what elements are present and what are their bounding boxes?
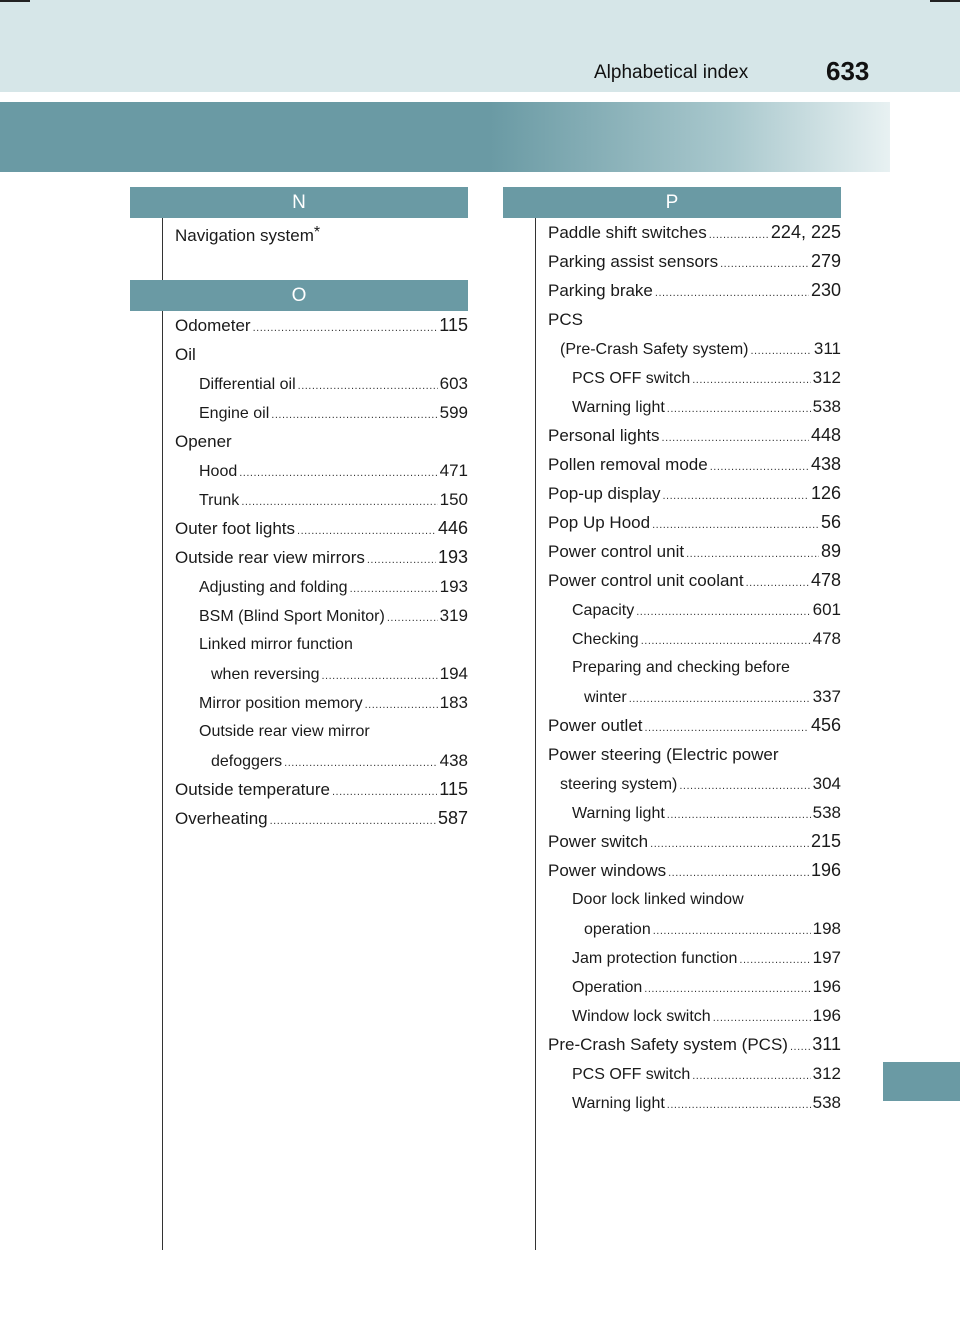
entry-page[interactable]: 196 bbox=[812, 1006, 841, 1025]
chapter-tab bbox=[883, 1062, 960, 1101]
entry-page[interactable]: 471 bbox=[439, 461, 468, 480]
entry-label: Parking brake bbox=[548, 281, 653, 300]
entry-label: Power steering (Electric power bbox=[548, 745, 779, 764]
entry-page[interactable]: 538 bbox=[812, 803, 841, 822]
entry-page[interactable]: 312 bbox=[812, 1064, 841, 1083]
index-entry[interactable] bbox=[548, 914, 841, 943]
entry-label: Warning light bbox=[572, 805, 665, 822]
entry-label: Outside temperature bbox=[175, 780, 330, 799]
entry-page[interactable]: 56 bbox=[820, 512, 841, 532]
index-entry[interactable] bbox=[175, 804, 468, 833]
entry-label: Outer foot lights bbox=[175, 519, 296, 538]
section-header-p: P bbox=[503, 187, 841, 218]
entry-label: Parking assist sensors bbox=[548, 252, 719, 271]
entry-page[interactable]: 601 bbox=[812, 600, 841, 619]
index-entry[interactable] bbox=[548, 392, 841, 421]
index-entry[interactable] bbox=[175, 369, 468, 398]
leader-dots bbox=[692, 366, 810, 395]
entry-label: Warning light bbox=[572, 399, 665, 416]
leader-dots bbox=[667, 801, 811, 830]
leader-dots bbox=[284, 749, 437, 778]
index-entry[interactable] bbox=[548, 1001, 841, 1030]
entry-label: Trunk bbox=[199, 492, 240, 509]
index-entry[interactable] bbox=[175, 572, 468, 601]
index-entry[interactable] bbox=[175, 311, 468, 340]
leader-dots bbox=[679, 772, 810, 801]
index-column-p bbox=[548, 218, 841, 1117]
entry-label: Outside rear view mirror bbox=[199, 723, 370, 740]
entry-page[interactable]: 150 bbox=[439, 490, 468, 509]
entry-label: (Pre-Crash Safety system) bbox=[560, 341, 749, 358]
running-title: Alphabetical index bbox=[594, 62, 749, 83]
entry-page[interactable]: 538 bbox=[812, 1093, 841, 1112]
entry-page[interactable]: 538 bbox=[812, 397, 841, 416]
entry-page[interactable]: 587 bbox=[437, 808, 468, 828]
entry-page[interactable]: 603 bbox=[439, 374, 468, 393]
index-entry[interactable] bbox=[548, 334, 841, 363]
entry-label: Differential oil bbox=[199, 376, 296, 393]
leader-dots bbox=[298, 372, 438, 401]
index-entry[interactable] bbox=[548, 827, 841, 856]
entry-label: Personal lights bbox=[548, 426, 660, 445]
leader-dots bbox=[746, 569, 809, 598]
entry-label: operation bbox=[584, 921, 651, 938]
index-entry[interactable] bbox=[548, 566, 841, 595]
entry-label: BSM (Blind Sport Monitor) bbox=[199, 608, 385, 625]
index-entry[interactable] bbox=[548, 798, 841, 827]
entry-page[interactable]: 197 bbox=[812, 948, 841, 967]
section-header-n: N bbox=[130, 187, 468, 218]
leader-dots bbox=[241, 488, 437, 517]
index-entry[interactable] bbox=[175, 543, 468, 572]
index-entry[interactable] bbox=[548, 972, 841, 1001]
index-entry[interactable] bbox=[548, 769, 841, 798]
entry-label: Door lock linked window bbox=[572, 891, 744, 908]
entry-label: Jam protection function bbox=[572, 950, 738, 967]
crop-mark bbox=[930, 0, 960, 2]
leader-dots bbox=[271, 401, 437, 430]
index-entry[interactable] bbox=[175, 514, 468, 543]
entry-page[interactable]: 194 bbox=[439, 664, 468, 683]
entry-page[interactable]: 438 bbox=[439, 751, 468, 770]
page-number: 633 bbox=[826, 56, 870, 86]
index-entry[interactable] bbox=[548, 508, 841, 537]
leader-dots bbox=[739, 946, 810, 975]
entry-page[interactable]: 337 bbox=[812, 687, 841, 706]
entry-label: Odometer bbox=[175, 316, 251, 335]
index-entry[interactable] bbox=[548, 1030, 841, 1059]
index-entry[interactable] bbox=[548, 218, 841, 247]
entry-label: Power control unit bbox=[548, 542, 685, 561]
index-entry[interactable] bbox=[175, 340, 468, 369]
leader-dots bbox=[645, 714, 809, 743]
index-entry[interactable] bbox=[175, 717, 468, 746]
entry-label: Overheating bbox=[175, 809, 268, 828]
leader-dots bbox=[297, 517, 436, 546]
leader-dots bbox=[653, 917, 811, 946]
entry-label: defoggers bbox=[211, 753, 283, 770]
index-entry[interactable] bbox=[548, 276, 841, 305]
index-entry[interactable] bbox=[175, 688, 468, 717]
index-entry[interactable] bbox=[175, 427, 468, 456]
entry-label: when reversing bbox=[211, 666, 320, 683]
leader-dots bbox=[720, 250, 809, 279]
entry-page[interactable]: 215 bbox=[810, 831, 841, 851]
entry-label: Oil bbox=[175, 345, 196, 364]
index-entry[interactable] bbox=[175, 218, 468, 247]
entry-page[interactable]: 193 bbox=[437, 547, 468, 567]
entry-label: PCS OFF switch bbox=[572, 1066, 691, 1083]
index-entry[interactable] bbox=[548, 421, 841, 450]
index-entry[interactable] bbox=[548, 305, 841, 334]
leader-dots bbox=[692, 1062, 810, 1091]
entry-page[interactable]: 448 bbox=[810, 425, 841, 445]
entry-label: Mirror position memory bbox=[199, 695, 363, 712]
entry-page[interactable]: 183 bbox=[439, 693, 468, 712]
entry-page[interactable]: 198 bbox=[812, 919, 841, 938]
entry-label: steering system) bbox=[560, 776, 678, 793]
entry-label: Pre-Crash Safety system (PCS) bbox=[548, 1035, 788, 1054]
index-entry[interactable] bbox=[548, 247, 841, 276]
leader-dots bbox=[655, 279, 809, 308]
leader-dots bbox=[365, 691, 438, 720]
index-entry[interactable] bbox=[175, 601, 468, 630]
leader-dots bbox=[270, 807, 436, 836]
leader-dots bbox=[644, 975, 810, 1004]
leader-dots bbox=[667, 1091, 811, 1120]
leader-dots bbox=[686, 540, 819, 569]
entry-label: Adjusting and folding bbox=[199, 579, 348, 596]
leader-dots bbox=[253, 314, 438, 343]
header-bar bbox=[0, 0, 960, 92]
index-column-n bbox=[175, 218, 468, 247]
index-entry[interactable] bbox=[548, 740, 841, 769]
entry-label: Capacity bbox=[572, 602, 635, 619]
leader-dots bbox=[662, 482, 808, 511]
index-entry[interactable] bbox=[548, 537, 841, 566]
leader-dots bbox=[650, 830, 809, 859]
leader-dots bbox=[790, 1033, 810, 1062]
index-entry[interactable] bbox=[175, 398, 468, 427]
entry-page[interactable]: 126 bbox=[810, 483, 841, 503]
leader-dots bbox=[636, 598, 810, 627]
leader-dots bbox=[750, 337, 811, 366]
index-entry[interactable] bbox=[548, 653, 841, 682]
entry-label: Operation bbox=[572, 979, 643, 996]
entry-label: Engine oil bbox=[199, 405, 270, 422]
entry-page[interactable]: 230 bbox=[810, 280, 841, 300]
index-entry[interactable] bbox=[548, 1059, 841, 1088]
entry-label: Linked mirror function bbox=[199, 636, 353, 653]
entry-label: Checking bbox=[572, 631, 639, 648]
leader-dots bbox=[239, 459, 437, 488]
leader-dots bbox=[629, 685, 811, 714]
leader-dots bbox=[668, 859, 809, 888]
entry-page[interactable]: 196 bbox=[812, 977, 841, 996]
entry-label: Hood bbox=[199, 463, 238, 480]
leader-dots bbox=[641, 627, 811, 656]
entry-page[interactable]: 196 bbox=[810, 860, 841, 880]
entry-label: Outside rear view mirrors bbox=[175, 548, 365, 567]
leader-dots bbox=[652, 511, 819, 540]
header-decorative-band bbox=[0, 102, 890, 172]
index-entry[interactable] bbox=[548, 624, 841, 653]
entry-label: Navigation system* bbox=[175, 224, 321, 245]
entry-page[interactable]: 115 bbox=[439, 779, 468, 799]
index-entry[interactable] bbox=[548, 363, 841, 392]
crop-mark bbox=[0, 0, 30, 2]
index-entry[interactable] bbox=[175, 456, 468, 485]
index-entry[interactable] bbox=[175, 775, 468, 804]
leader-dots bbox=[710, 453, 809, 482]
leader-dots bbox=[667, 395, 811, 424]
leader-dots bbox=[387, 604, 438, 633]
index-column-o bbox=[175, 311, 468, 833]
entry-page[interactable]: 478 bbox=[810, 570, 841, 590]
entry-page[interactable]: 311 bbox=[812, 1034, 841, 1054]
entry-label: Power windows bbox=[548, 861, 667, 880]
entry-label: PCS bbox=[548, 310, 583, 329]
entry-page[interactable]: 456 bbox=[810, 715, 841, 735]
entry-label: Opener bbox=[175, 432, 232, 451]
entry-label: Window lock switch bbox=[572, 1008, 711, 1025]
leader-dots bbox=[350, 575, 438, 604]
column-rule bbox=[535, 217, 536, 1250]
index-entry[interactable] bbox=[175, 659, 468, 688]
entry-page[interactable]: 279 bbox=[810, 251, 841, 271]
entry-page[interactable]: 115 bbox=[439, 315, 468, 335]
leader-dots bbox=[662, 424, 809, 453]
entry-page[interactable]: 311 bbox=[813, 339, 841, 358]
entry-page[interactable]: 599 bbox=[439, 403, 468, 422]
leader-dots bbox=[322, 662, 438, 691]
entry-label: Pop Up Hood bbox=[548, 513, 651, 532]
entry-page[interactable]: 304 bbox=[812, 774, 841, 793]
entry-label: Power control unit coolant bbox=[548, 571, 744, 590]
index-entry[interactable] bbox=[548, 943, 841, 972]
entry-page[interactable]: 319 bbox=[439, 606, 468, 625]
index-entry[interactable] bbox=[175, 630, 468, 659]
entry-label: PCS OFF switch bbox=[572, 370, 691, 387]
entry-page[interactable]: 312 bbox=[812, 368, 841, 387]
entry-page[interactable]: 224, 225 bbox=[770, 222, 841, 242]
entry-label: Preparing and checking before bbox=[572, 659, 790, 676]
section-header-o: O bbox=[130, 280, 468, 311]
entry-label: Warning light bbox=[572, 1095, 665, 1112]
index-entry[interactable] bbox=[548, 595, 841, 624]
entry-label: winter bbox=[584, 689, 627, 706]
index-entry[interactable] bbox=[548, 450, 841, 479]
index-entry[interactable] bbox=[175, 746, 468, 775]
entry-page[interactable]: 478 bbox=[812, 629, 841, 648]
column-rule bbox=[162, 217, 163, 1250]
leader-dots bbox=[709, 221, 769, 250]
entry-label: Power switch bbox=[548, 832, 649, 851]
index-entry[interactable] bbox=[175, 485, 468, 514]
index-entry[interactable] bbox=[548, 711, 841, 740]
entry-page[interactable]: 89 bbox=[820, 541, 841, 561]
entry-page[interactable]: 446 bbox=[437, 518, 468, 538]
index-entry[interactable] bbox=[548, 1088, 841, 1117]
leader-dots bbox=[332, 778, 437, 807]
entry-label: Power outlet bbox=[548, 716, 643, 735]
index-entry[interactable] bbox=[548, 479, 841, 508]
leader-dots bbox=[713, 1004, 811, 1033]
entry-label: Pollen removal mode bbox=[548, 455, 708, 474]
entry-label: Paddle shift switches bbox=[548, 223, 707, 242]
index-entry[interactable] bbox=[548, 885, 841, 914]
entry-page[interactable]: 193 bbox=[439, 577, 468, 596]
index-entry[interactable] bbox=[548, 856, 841, 885]
leader-dots bbox=[367, 546, 436, 575]
entry-label: Pop-up display bbox=[548, 484, 661, 503]
entry-page[interactable]: 438 bbox=[810, 454, 841, 474]
footnote-asterisk: * bbox=[313, 224, 321, 241]
index-entry[interactable] bbox=[548, 682, 841, 711]
